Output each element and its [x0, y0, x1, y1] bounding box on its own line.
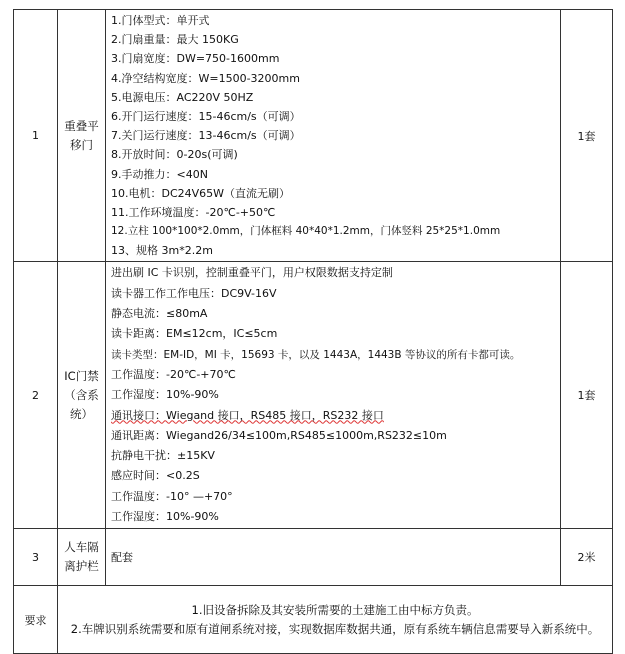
- spec-line: 11.工作环境温度：-20℃-+50℃: [111, 205, 276, 219]
- spec-line: 感应时间：<0.2S: [111, 469, 200, 483]
- spec-table: [13, 9, 613, 654]
- requirement-line: 1.旧设备拆除及其安装所需要的土建施工由中标方负责。: [191, 602, 479, 617]
- spec-line: 7.关门运行速度：13-46cm/s（可调）: [111, 129, 301, 143]
- spec-line: 工作温度：-10° —+70°: [111, 489, 233, 503]
- item-specs: [106, 529, 561, 586]
- item-quantity: 1套: [561, 262, 613, 529]
- spec-line: 工作湿度：10%-90%: [111, 388, 219, 402]
- item-quantity: 2米: [561, 529, 613, 586]
- row-index: 2: [14, 262, 58, 529]
- item-name: 重叠平移门: [58, 10, 106, 262]
- table-row: [14, 529, 613, 586]
- requirements-label: 要求: [14, 586, 58, 654]
- spec-line: 8.开放时间：0-20s(可调): [111, 148, 238, 162]
- requirements-text: [58, 586, 613, 654]
- spec-line: 读卡类型：EM-ID，MI 卡，15693 卡，以及 1443A，1443B 等协议的所有卡都可读。: [111, 348, 521, 361]
- spec-line: 工作温度：-20℃-+70℃: [111, 367, 236, 381]
- spec-line: 12.立柱 100*100*2.0mm，门体框料 40*40*1.2mm，门体竖料 25*25*1.0mm: [111, 225, 501, 238]
- spec-line: 3.门扇宽度：DW=750-1600mm: [111, 52, 280, 66]
- spec-line: 13、规格 3m*2.2m: [111, 244, 213, 258]
- spec-line: 配套: [111, 550, 133, 564]
- requirement-line: 2.车牌识别系统需要和原有道闸系统对接，实现数据库数据共通，原有系统车辆信息需要导入新系统中。: [70, 621, 600, 636]
- spec-line: 读卡器工作工作电压：DC9V-16V: [111, 286, 277, 300]
- item-specs: [106, 262, 561, 529]
- spec-line: 6.开门运行速度：15-46cm/s（可调）: [111, 109, 301, 123]
- spec-line: 5.电源电压：AC220V 50HZ: [111, 90, 254, 104]
- item-name: 人车隔离护栏: [58, 529, 106, 586]
- spec-line: 静态电流：≤80mA: [111, 307, 208, 321]
- row-index: 3: [14, 529, 58, 586]
- spec-line: 抗静电干扰：±15KV: [111, 449, 215, 463]
- item-specs: [106, 10, 561, 262]
- spec-line: 9.手动推力：<40N: [111, 167, 208, 181]
- item-name: IC门禁（含系统）: [58, 262, 106, 529]
- spec-line: 2.门扇重量：最大 150KG: [111, 33, 239, 47]
- table-row: [14, 10, 613, 262]
- spec-line: 读卡距离：EM≤12cm，IC≤5cm: [111, 327, 278, 341]
- row-index: 1: [14, 10, 58, 262]
- table-row: [14, 262, 613, 529]
- spec-line: 4.净空结构宽度：W=1500-3200mm: [111, 71, 300, 85]
- spec-line: 进出刷 IC 卡识别，控制重叠平门，用户权限数据支持定制: [111, 266, 393, 280]
- spec-line: 通讯接口：Wiegand 接口，RS485 接口，RS232 接口: [111, 408, 384, 422]
- requirements-row: [14, 586, 613, 654]
- spec-line: 通讯距离：Wiegand26/34≤100m,RS485≤1000m,RS232≤10m: [111, 428, 447, 442]
- spec-line: 10.电机：DC24V65W（直流无刷）: [111, 186, 291, 200]
- spec-line: 1.门体型式：单开式: [111, 14, 210, 27]
- item-quantity: 1套: [561, 10, 613, 262]
- spec-line: 工作湿度：10%-90%: [111, 510, 219, 523]
